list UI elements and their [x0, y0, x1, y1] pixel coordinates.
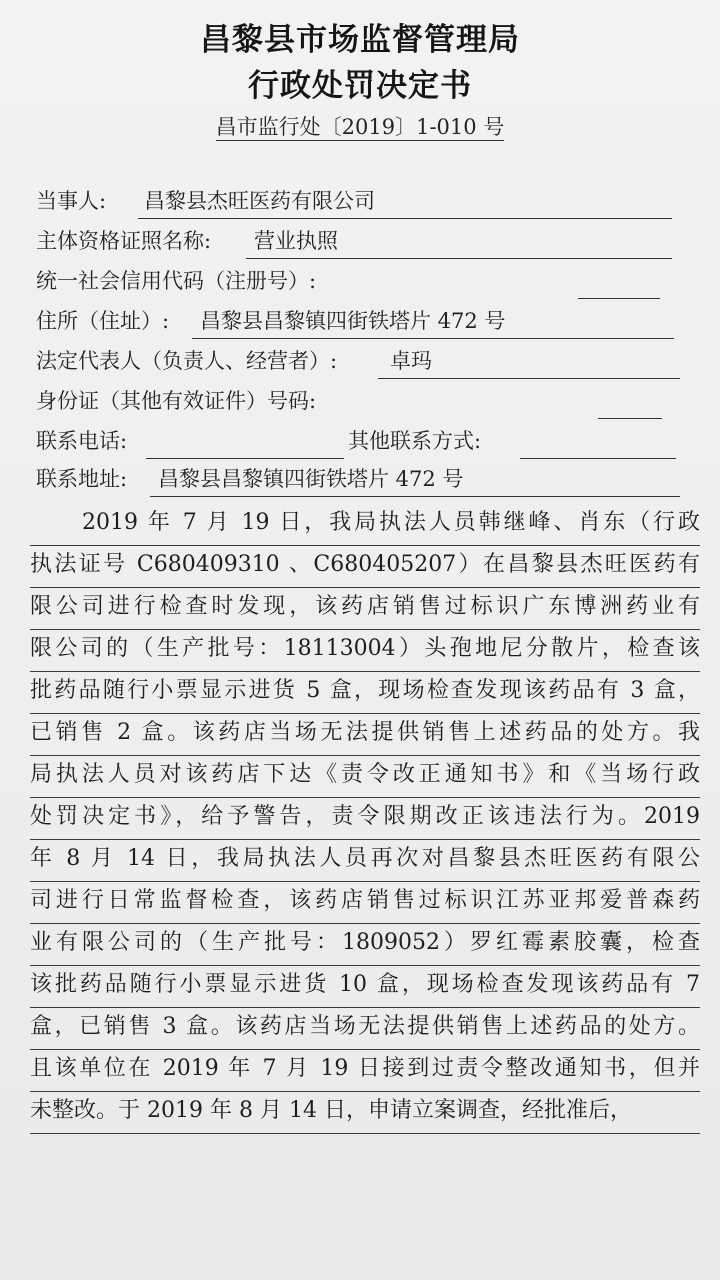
document-title-agency: 昌黎县市场监督管理局 [200, 22, 520, 58]
contact-address-label: 联系地址: [36, 467, 128, 491]
body-line: 年 8 月 14 日，我局执法人员再次对昌黎县杰旺医药有限公 [30, 840, 700, 882]
body-line: 限公司进行检查时发现，该药店销售过标识广东博洲药业有 [30, 588, 700, 630]
legal-rep-value: 卓玛 [378, 344, 680, 379]
document-title-type: 行政处罚决定书 [248, 68, 472, 104]
body-line: 司进行日常监督检查，该药店销售过标识江苏亚邦爱普森药 [30, 882, 700, 924]
body-line: 未整改。于 2019 年 8 月 14 日，申请立案调查，经批准后， [30, 1092, 700, 1134]
address-value: 昌黎县昌黎镇四街铁塔片 472 号 [192, 304, 674, 339]
license-row [36, 224, 211, 258]
body-line: 该批药品随行小票显示进货 10 盒，现场检查发现该药品有 7 [30, 966, 700, 1008]
party-label: 当事人: [36, 189, 107, 213]
document-number-text: 昌市监行处〔2019〕1-010 号 [215, 115, 505, 139]
body-line: 盒，已销售 3 盒。该药店当场无法提供销售上述药品的处方。 [30, 1008, 700, 1050]
body-line: 执法证号 C680409310 、C680405207）在昌黎县杰旺医药有 [30, 546, 700, 588]
party-row [36, 184, 106, 218]
address-row [36, 304, 169, 338]
phone-blank [146, 428, 344, 459]
body-line: 且该单位在 2019 年 7 月 19 日接到过责令整改通知书，但并 [30, 1050, 700, 1092]
case-description [30, 504, 700, 1134]
phone-row [36, 424, 127, 458]
other-contact-blank [520, 428, 676, 459]
body-line: 限公司的（生产批号：18113004）头孢地尼分散片，检查该 [30, 630, 700, 672]
credit-code-label: 统一社会信用代码（注册号）: [36, 269, 317, 293]
other-contact-row [348, 424, 481, 458]
address-label: 住所（住址）: [36, 309, 170, 333]
id-row [36, 384, 316, 418]
id-blank [598, 388, 662, 419]
contact-address-value: 昌黎县昌黎镇四街铁塔片 472 号 [150, 462, 680, 497]
license-value: 营业执照 [246, 224, 672, 259]
credit-code-row [36, 264, 316, 298]
legal-rep-row [36, 344, 337, 378]
body-line: 局执法人员对该药店下达《责令改正通知书》和《当场行政 [30, 756, 700, 798]
id-label: 身份证（其他有效证件）号码: [36, 389, 317, 413]
phone-label: 联系电话: [36, 429, 128, 453]
body-line: 批药品随行小票显示进货 5 盒，现场检查发现该药品有 3 盒， [30, 672, 700, 714]
party-value: 昌黎县杰旺医药有限公司 [138, 184, 672, 219]
body-line: 处罚决定书》，给予警告，责令限期改正该违法行为。2019 [30, 798, 700, 840]
credit-code-blank [578, 268, 660, 299]
body-line: 2019 年 7 月 19 日，我局执法人员韩继峰、肖东（行政 [30, 504, 700, 546]
body-line: 已销售 2 盒。该药店当场无法提供销售上述药品的处方。我 [30, 714, 700, 756]
legal-rep-label: 法定代表人（负责人、经营者）: [36, 349, 338, 373]
other-contact-label: 其他联系方式: [348, 429, 482, 453]
license-label: 主体资格证照名称: [36, 229, 212, 253]
contact-address-row [36, 462, 127, 496]
body-line: 业有限公司的（生产批号：1809052）罗红霉素胶囊，检查 [30, 924, 700, 966]
document-number [0, 113, 720, 141]
